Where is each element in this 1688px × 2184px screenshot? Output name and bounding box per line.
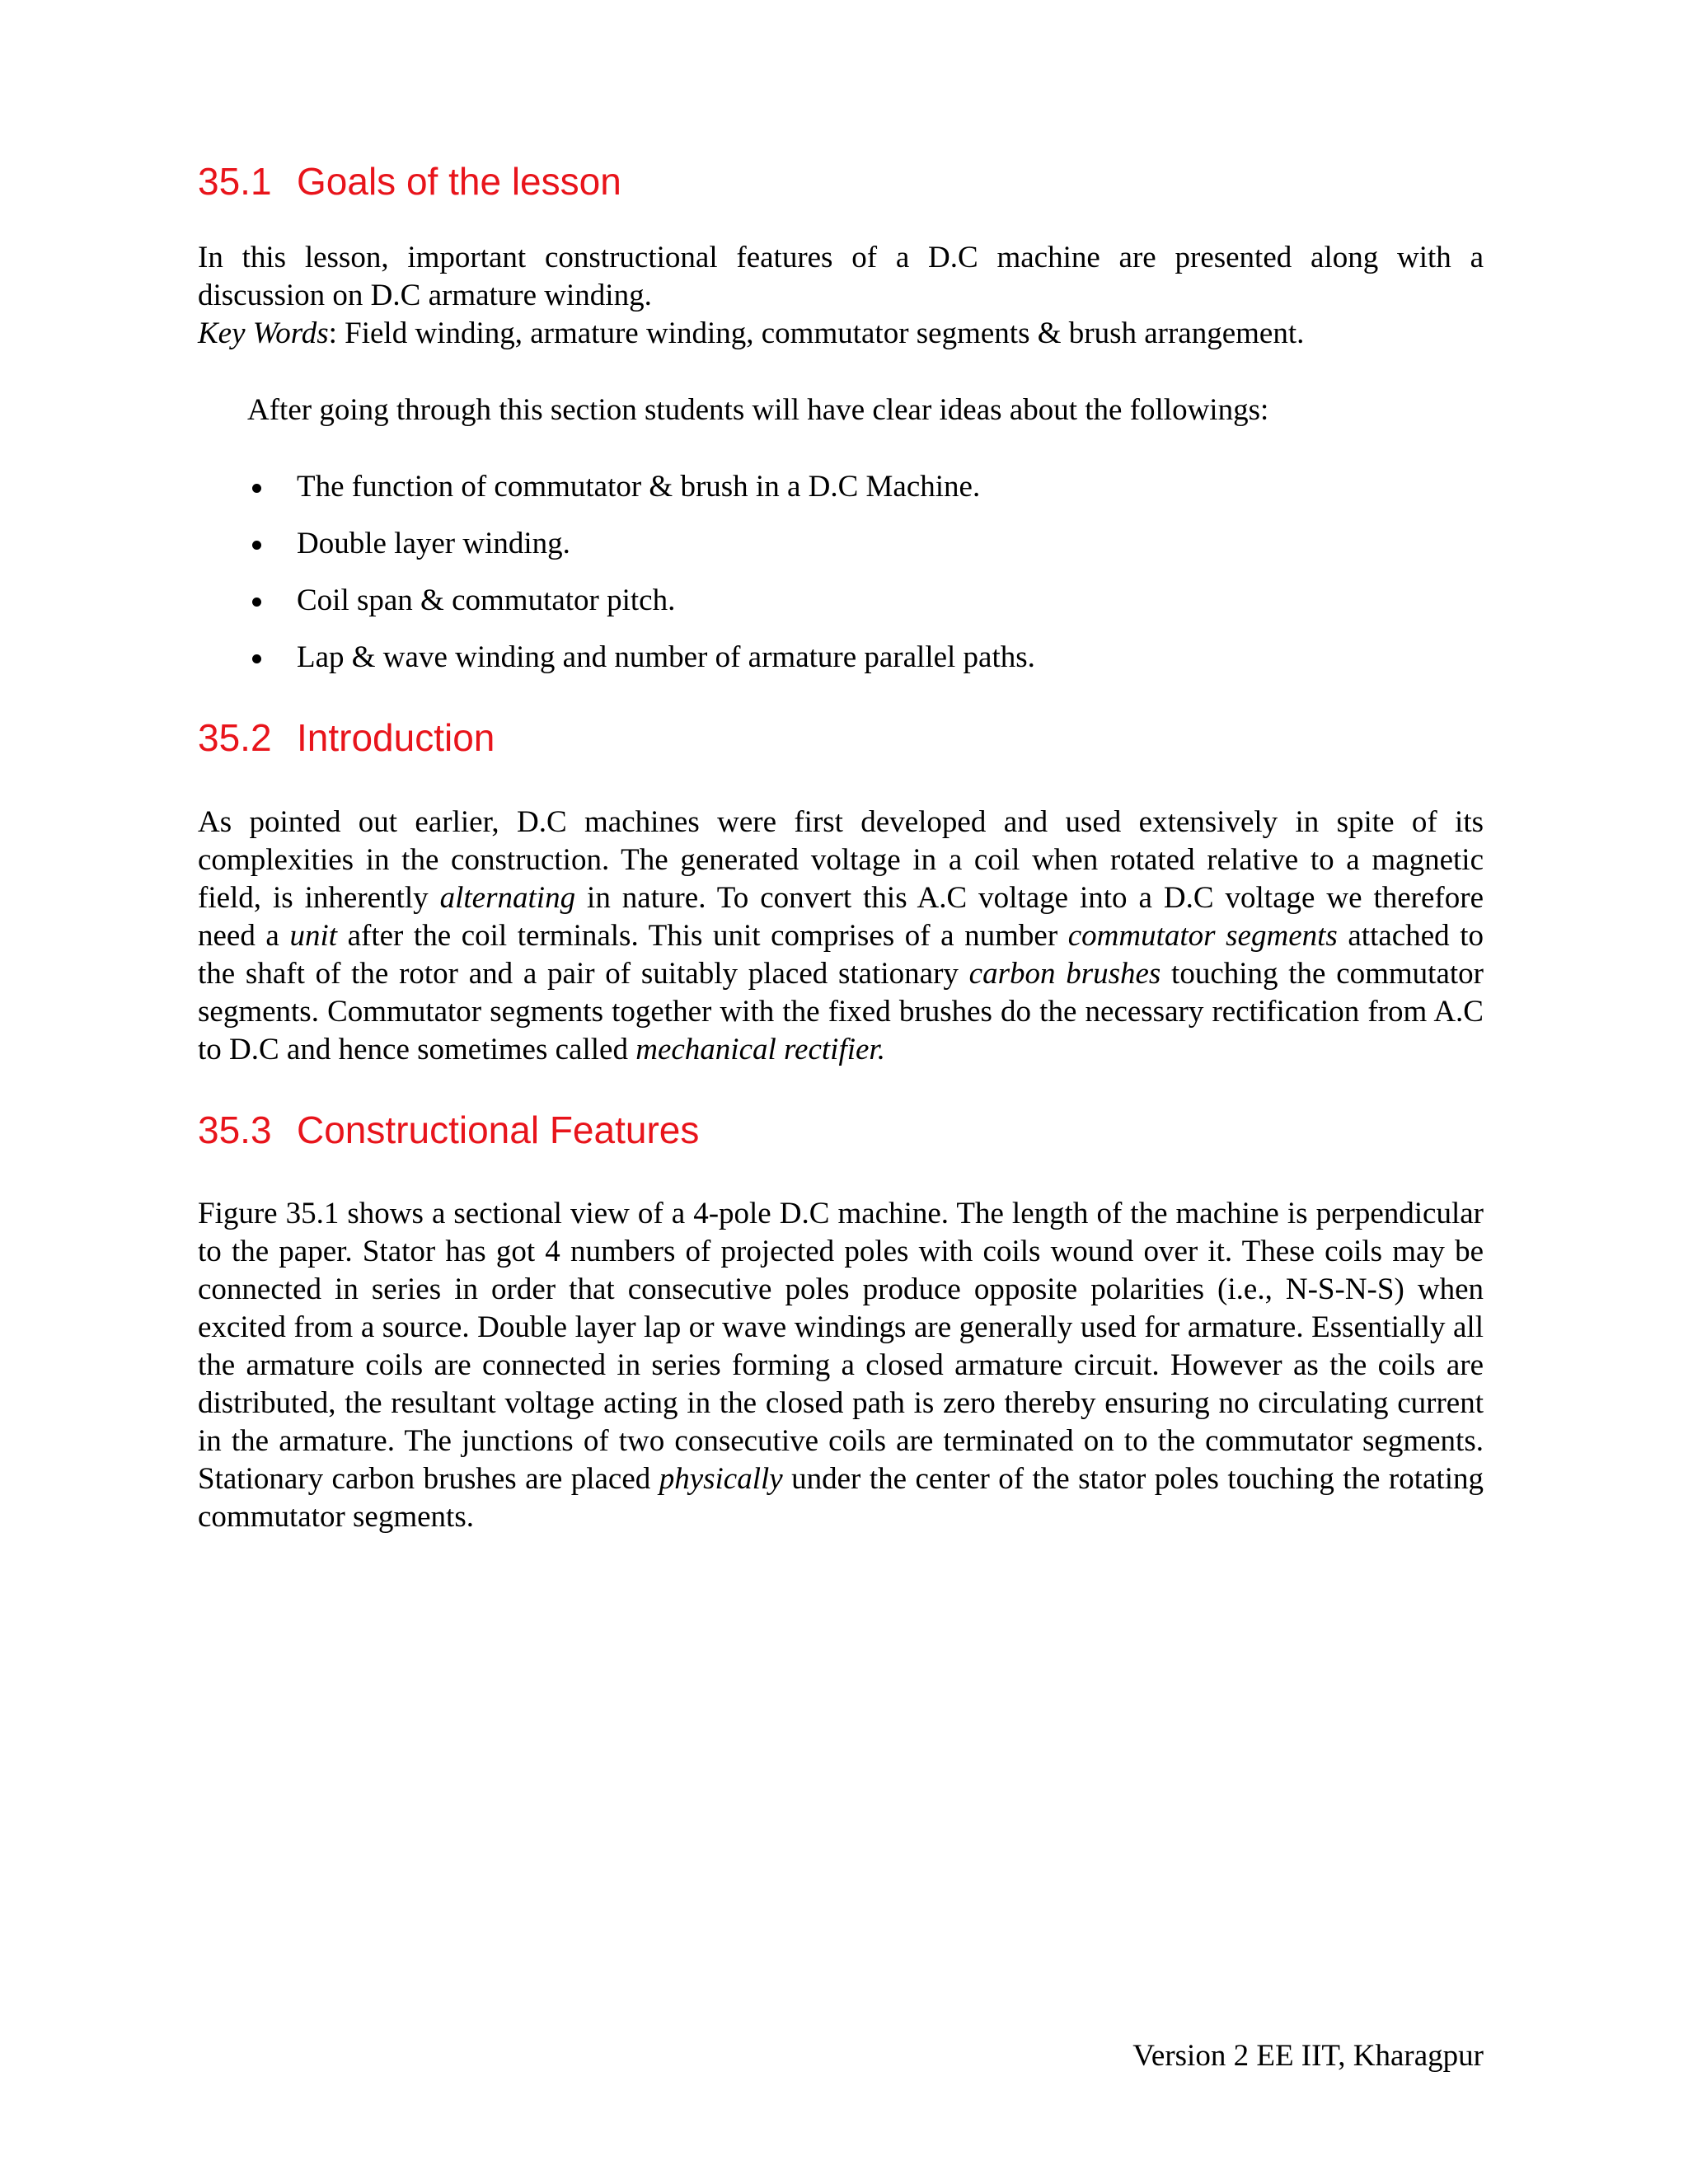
- page-footer: Version 2 EE IIT, Kharagpur: [1132, 2039, 1484, 2073]
- section-title: Goals of the lesson: [297, 160, 621, 203]
- goals-list: [247, 468, 1035, 696]
- section-heading-introduction: [198, 716, 495, 759]
- bullet-icon: [252, 541, 261, 550]
- section-title: Constructional Features: [297, 1108, 700, 1151]
- intro-line-1: In this lesson, important constructional features of a D.C machine are presented along with a: [198, 241, 1484, 274]
- bullet-icon: [252, 484, 261, 493]
- section-heading-constructional-features: [198, 1108, 700, 1151]
- list-item: The function of commutator & brush in a D.C Machine.: [247, 468, 1035, 525]
- after-text: After going through this section students will have clear ideas about the followings:: [247, 393, 1269, 427]
- introduction-paragraph: As pointed out earlier, D.C machines were first developed and used extensively in spite of its complexities in the construction. The generated voltage in a coil when rotated relative to a magnetic field, is inherently alternating in nature. To convert this A.C voltage into a D.C voltage we therefore need a unit after the coil terminals. This unit comprises of a number commutator segments attached to the shaft of the rotor and a pair of suitably placed stationary carbon brushes touching the commutator segments. Commutator segments together with the fixed brushes do the necessary rectification from A.C to D.C and hence sometimes called mechanical rectifier.: [198, 805, 1484, 1066]
- keywords-label: Key Words: [198, 316, 329, 350]
- intro-line-2: discussion on D.C armature winding.: [198, 279, 652, 312]
- keywords-line: [198, 315, 1304, 353]
- section-heading-goals: [198, 160, 621, 203]
- keywords-text: : Field winding, armature winding, commutator segments & brush arrangement.: [328, 316, 1305, 350]
- section-title: Introduction: [297, 716, 495, 759]
- bullet-icon: [252, 654, 261, 663]
- bullet-icon: [252, 598, 261, 607]
- list-item: Double layer winding.: [247, 525, 1035, 582]
- list-item: Coil span & commutator pitch.: [247, 582, 1035, 639]
- list-item: Lap & wave winding and number of armature parallel paths.: [247, 639, 1035, 696]
- section-number: 35.2: [198, 716, 272, 759]
- constructional-paragraph: Figure 35.1 shows a sectional view of a 4-pole D.C machine. The length of the machine is perpendicular to the paper. Stator has got 4 numbers of projected poles with coils wound over it. These coils may be connected in series in order that consecutive poles produce opposite polarities (i.e., N-S-N-S) when excited from a source. Double layer lap or wave windings are generally used for armature. Essentially all the armature coils are connected in series forming a closed armature circuit. However as the coils are distributed, the resultant voltage acting in the closed path is zero thereby ensuring no circulating current in the armature. The junctions of two consecutive coils are terminated on to the commutator segments. Stationary carbon brushes are placed physically under the center of the stator poles touching the rotating commutator segments.: [198, 1197, 1484, 1534]
- section-number: 35.3: [198, 1108, 272, 1151]
- section-number: 35.1: [198, 160, 272, 203]
